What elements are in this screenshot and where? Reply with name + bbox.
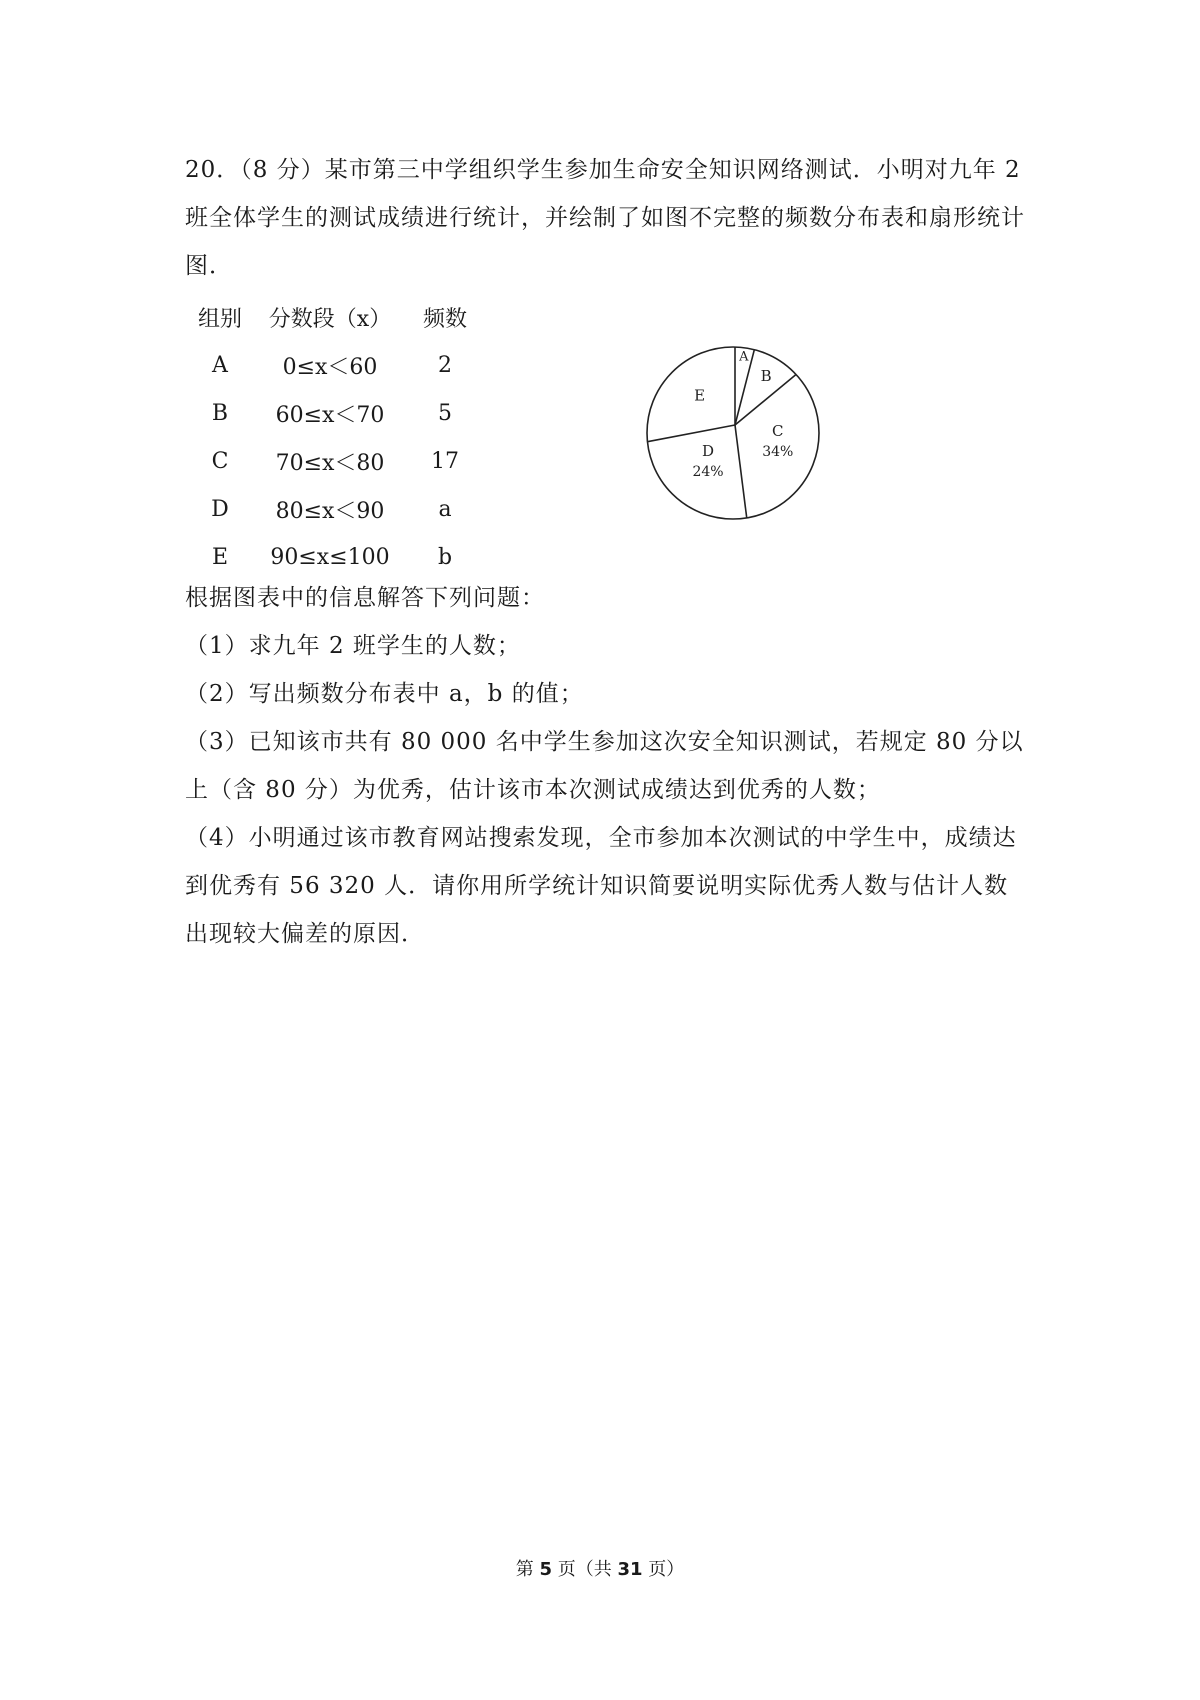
- cell-range: 0≤x＜60: [282, 354, 378, 380]
- pie-slice-label: E: [694, 386, 706, 405]
- cell-frequency: a: [438, 496, 452, 522]
- question-item: （1）求九年 2 班学生的人数；: [185, 633, 521, 659]
- pie-slice-divider: [735, 425, 747, 518]
- footer-prefix: 第: [515, 1559, 534, 1580]
- footer-middle: 页（共: [557, 1559, 612, 1580]
- pie-slice-label: D: [701, 442, 715, 461]
- problem-statement: 20．（8 分）某市第三中学组织学生参加生命安全知识网络测试．小明对九年 2 班全体学生的测试成绩进行统计，并绘制了如图不完整的频数分布表和扇形统计图．: [185, 157, 1025, 279]
- question-item: （3）已知该市共有 80 000 名中学生参加这次安全知识测试，若规定 80 分以上（含 80 分）为优秀，估计该市本次测试成绩达到优秀的人数；: [185, 729, 1024, 803]
- cell-group: E: [211, 544, 229, 570]
- table-row: [185, 437, 505, 485]
- footer-page-number: 5: [539, 1559, 552, 1580]
- cell-group: C: [211, 448, 229, 474]
- header-score-range: 分数段（x）: [268, 306, 392, 332]
- questions: [185, 574, 1025, 958]
- cell-group: A: [212, 352, 228, 378]
- table-header-row: [185, 293, 505, 341]
- pie-slice-percent-label: 34%: [762, 443, 794, 460]
- header-frequency: 频数: [422, 306, 467, 332]
- cell-frequency: 2: [438, 352, 452, 378]
- cell-frequency: b: [437, 544, 453, 570]
- cell-range: 80≤x＜90: [275, 498, 385, 524]
- cell-range: 60≤x＜70: [275, 402, 385, 428]
- cell-range: 70≤x＜80: [275, 450, 385, 476]
- pie-slice-percent-label: 24%: [692, 464, 724, 481]
- cell-group: B: [211, 400, 229, 426]
- footer-suffix: 页）: [648, 1559, 685, 1580]
- pie-slice-divider: [647, 425, 735, 442]
- header-group: 组别: [197, 306, 242, 332]
- pie-slice-label: A: [739, 349, 749, 365]
- question-item: （2）写出频数分布表中 a，b 的值；: [185, 681, 584, 707]
- pie-slice-label: B: [760, 367, 772, 385]
- pie-chart: [638, 338, 828, 528]
- questions-intro: 根据图表中的信息解答下列问题：: [185, 585, 545, 611]
- cell-frequency: 17: [431, 448, 459, 474]
- table-row: [185, 341, 505, 389]
- frequency-table: [185, 293, 505, 581]
- cell-frequency: 5: [438, 400, 452, 426]
- table-row: [185, 485, 505, 533]
- pie-outline: [647, 347, 819, 519]
- cell-group: D: [211, 496, 229, 522]
- pie-slice-label: C: [772, 421, 784, 440]
- table-row: [185, 389, 505, 437]
- pie-chart-svg: [638, 338, 828, 528]
- page-footer: [0, 1555, 1200, 1581]
- cell-range: 90≤x≤100: [270, 544, 390, 570]
- footer-total-pages: 31: [617, 1559, 643, 1580]
- question-item: （4）小明通过该市教育网站搜索发现，全市参加本次测试的中学生中，成绩达到优秀有 56 320 人．请你用所学统计知识简要说明实际优秀人数与估计人数出现较大偏差的原因．: [185, 825, 1017, 947]
